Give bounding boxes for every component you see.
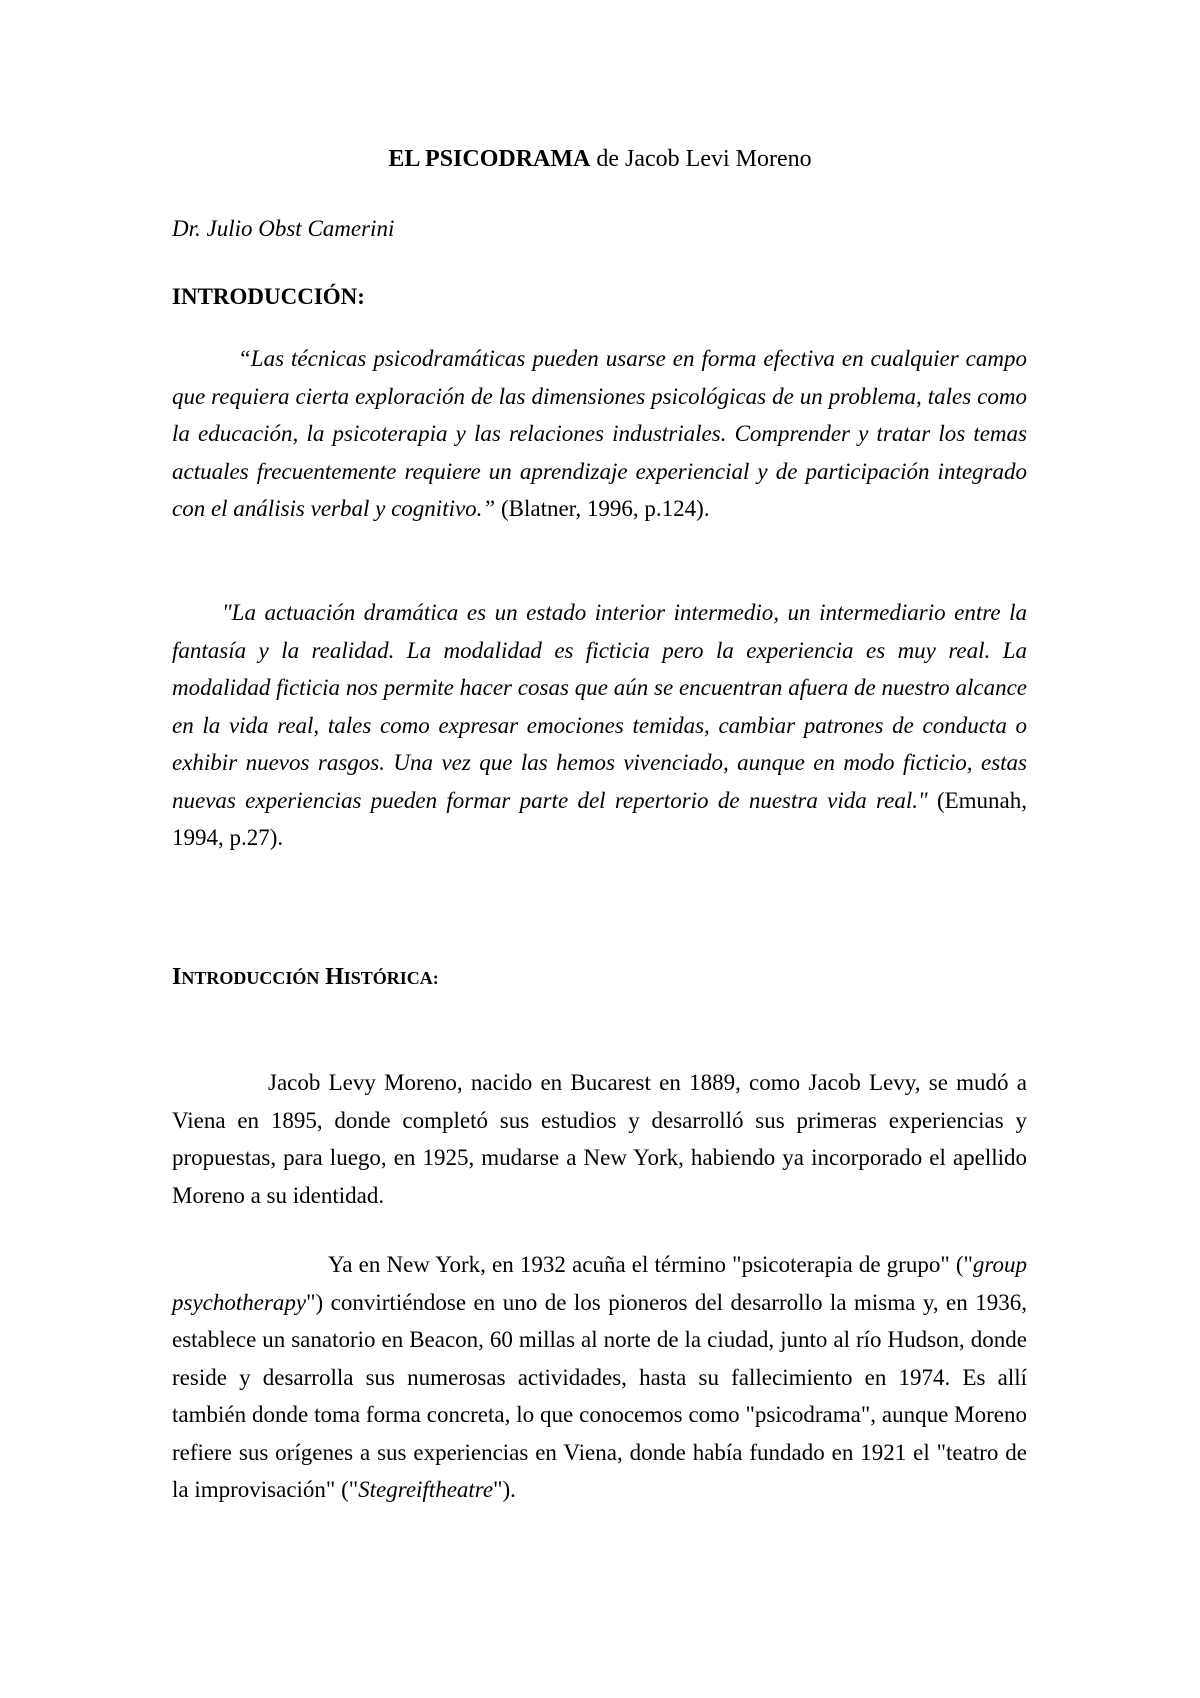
history-paragraph-2: Ya en New York, en 1932 acuña el término "psicoterapia de grupo" ("group psychotherapy") convirtiéndose en uno de los pioneros del desarrollo la misma y, en 1936, establece un sanatorio en Beacon, 60 millas al norte de la ciudad, junto al río Hudson, donde reside y desarrolla sus numerosas actividades, hasta su fallecimiento en 1974. Es allí también donde toma forma concreta, lo que conocemos como "psicodrama", aunque Moreno refiere sus orígenes a sus experiencias en Viena, donde había fundado en 1921 el "teatro de la improvisación" ("Stegreiftheatre").: [172, 1252, 1027, 1502]
title-rest: de Jacob Levi Moreno: [596, 146, 812, 172]
quote-text: "La actuación dramática es un estado interior intermedio, un intermediario entre la fantasía y la realidad. La modalidad es ficticia pero la experiencia es muy real. La modalidad ficticia nos permite hacer cosas que aún se encuentran afuera de nuestro alcance en la vida real, tales como expresar emociones temidas, cambiar patrones de conducta o exhibir nuevos rasgos. Una vez que las hemos vivenciado, aunque en modo ficticio, estas nuevas experiencias pueden formar parte del repertorio de nuestra vida real.": [172, 600, 1027, 813]
quote-citation: (Blatner, 1996, p.124).: [495, 496, 710, 521]
intro-heading: INTRODUCCIÓN:: [172, 284, 365, 309]
quote-emunah: [172, 594, 1027, 857]
quote-citation: (Emunah, 1994, p.27).: [172, 787, 1027, 850]
page-title: [0, 144, 1200, 174]
quote-blatner: [172, 340, 1027, 528]
history-heading: INTRODUCCIÓN HISTÓRICA:: [172, 964, 439, 990]
title-main: EL PSICODRAMA: [388, 146, 591, 172]
history-paragraph-1: Jacob Levy Moreno, nacido en Bucarest en 1889, como Jacob Levy, se mudó a Viena en 1895, donde completó sus estudios y desarrolló sus primeras experiencias y propuestas, para luego, en 1925, mudarse a New York, habiendo ya incorporado el apellido Moreno a su identidad.: [172, 1070, 1027, 1208]
author-line: Dr. Julio Obst Camerini: [172, 216, 395, 241]
quote-text: “Las técnicas psicodramáticas pueden usarse en forma efectiva en cualquier campo que requiera cierta exploración de las dimensiones psicológicas de un problema, tales como la educación, la psicoterapia y las relaciones industriales. Comprender y tratar los temas actuales frecuentemente requiere un aprendizaje experiencial y de participación integrado con el análisis verbal y cognitivo.”: [172, 346, 1027, 521]
